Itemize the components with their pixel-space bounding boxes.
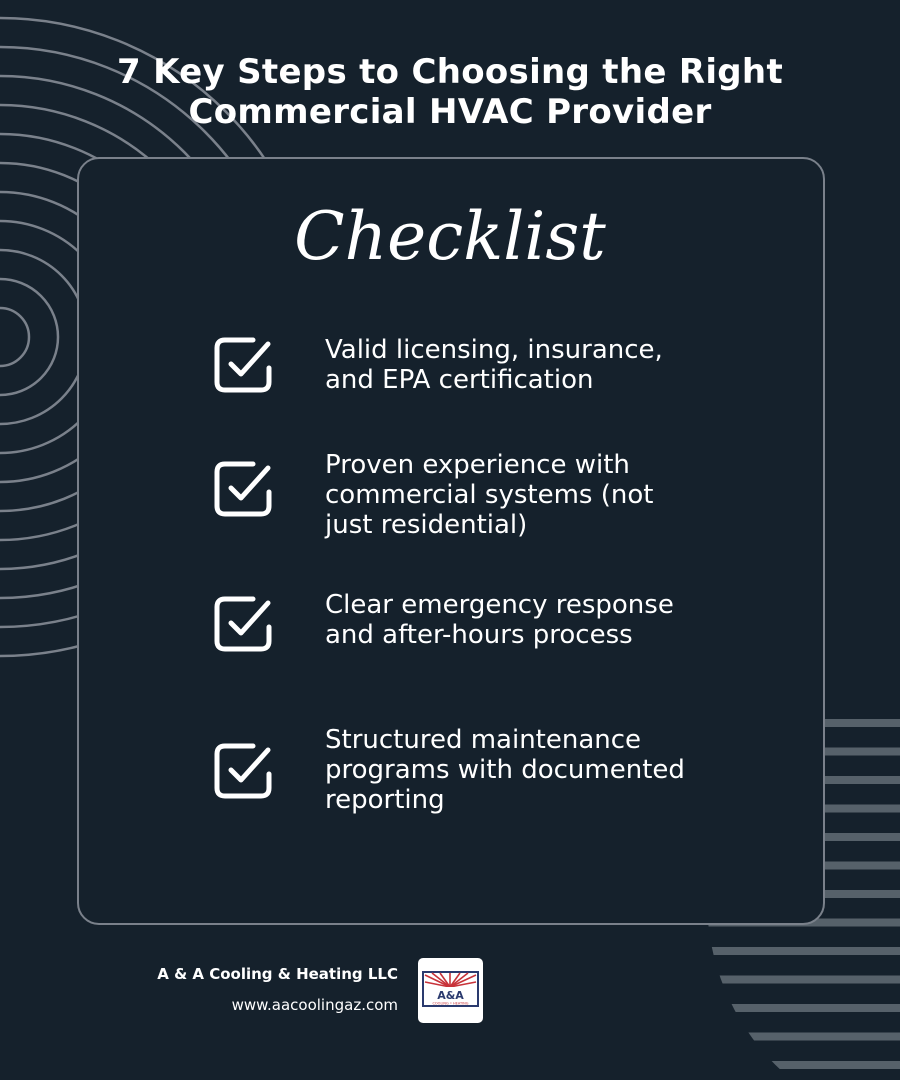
checklist-item-text <box>325 450 745 540</box>
company-name: A & A Cooling & Heating LLC <box>157 965 398 983</box>
decorative-stripe <box>650 1061 900 1069</box>
checklist-item-line: programs with documented <box>325 755 685 785</box>
checklist-item-line: and after-hours process <box>325 620 633 650</box>
decorative-stripe <box>650 1033 900 1041</box>
checkbox-checked-icon <box>213 336 273 394</box>
checklist-item-line: Proven experience with <box>325 450 630 480</box>
checklist-item-text <box>325 725 745 815</box>
title-line-2: Commercial HVAC Provider <box>188 92 712 132</box>
checkbox-checked-icon <box>213 460 273 518</box>
checklist-heading: Checklist <box>294 198 606 275</box>
company-website[interactable]: www.aacoolingaz.com <box>231 996 398 1014</box>
checklist-item-line: Clear emergency response <box>325 590 674 620</box>
svg-text:A&A: A&A <box>437 989 464 1002</box>
checklist-item-line: just residential) <box>325 510 528 540</box>
decorative-stripe <box>650 947 900 955</box>
checklist-item-line: commercial systems (not <box>325 480 654 510</box>
decorative-stripe <box>650 976 900 984</box>
checklist-item-text <box>325 590 745 650</box>
decorative-ring <box>0 308 29 366</box>
title-line-1: 7 Key Steps to Choosing the Right <box>117 52 783 92</box>
page-title <box>0 52 900 132</box>
checklist-item-line: Structured maintenance <box>325 725 642 755</box>
checkbox-checked-icon <box>213 742 273 800</box>
svg-text:COOLING • HEATING: COOLING • HEATING <box>432 1001 469 1006</box>
decorative-ring <box>0 250 87 424</box>
checklist-item-line: reporting <box>325 785 445 815</box>
company-logo <box>418 958 483 1023</box>
decorative-stripe <box>650 1004 900 1012</box>
checklist-item-text <box>325 335 745 395</box>
checklist-item-line: and EPA certification <box>325 365 594 395</box>
checklist-item-line: Valid licensing, insurance, <box>325 335 663 365</box>
checkbox-checked-icon <box>213 595 273 653</box>
